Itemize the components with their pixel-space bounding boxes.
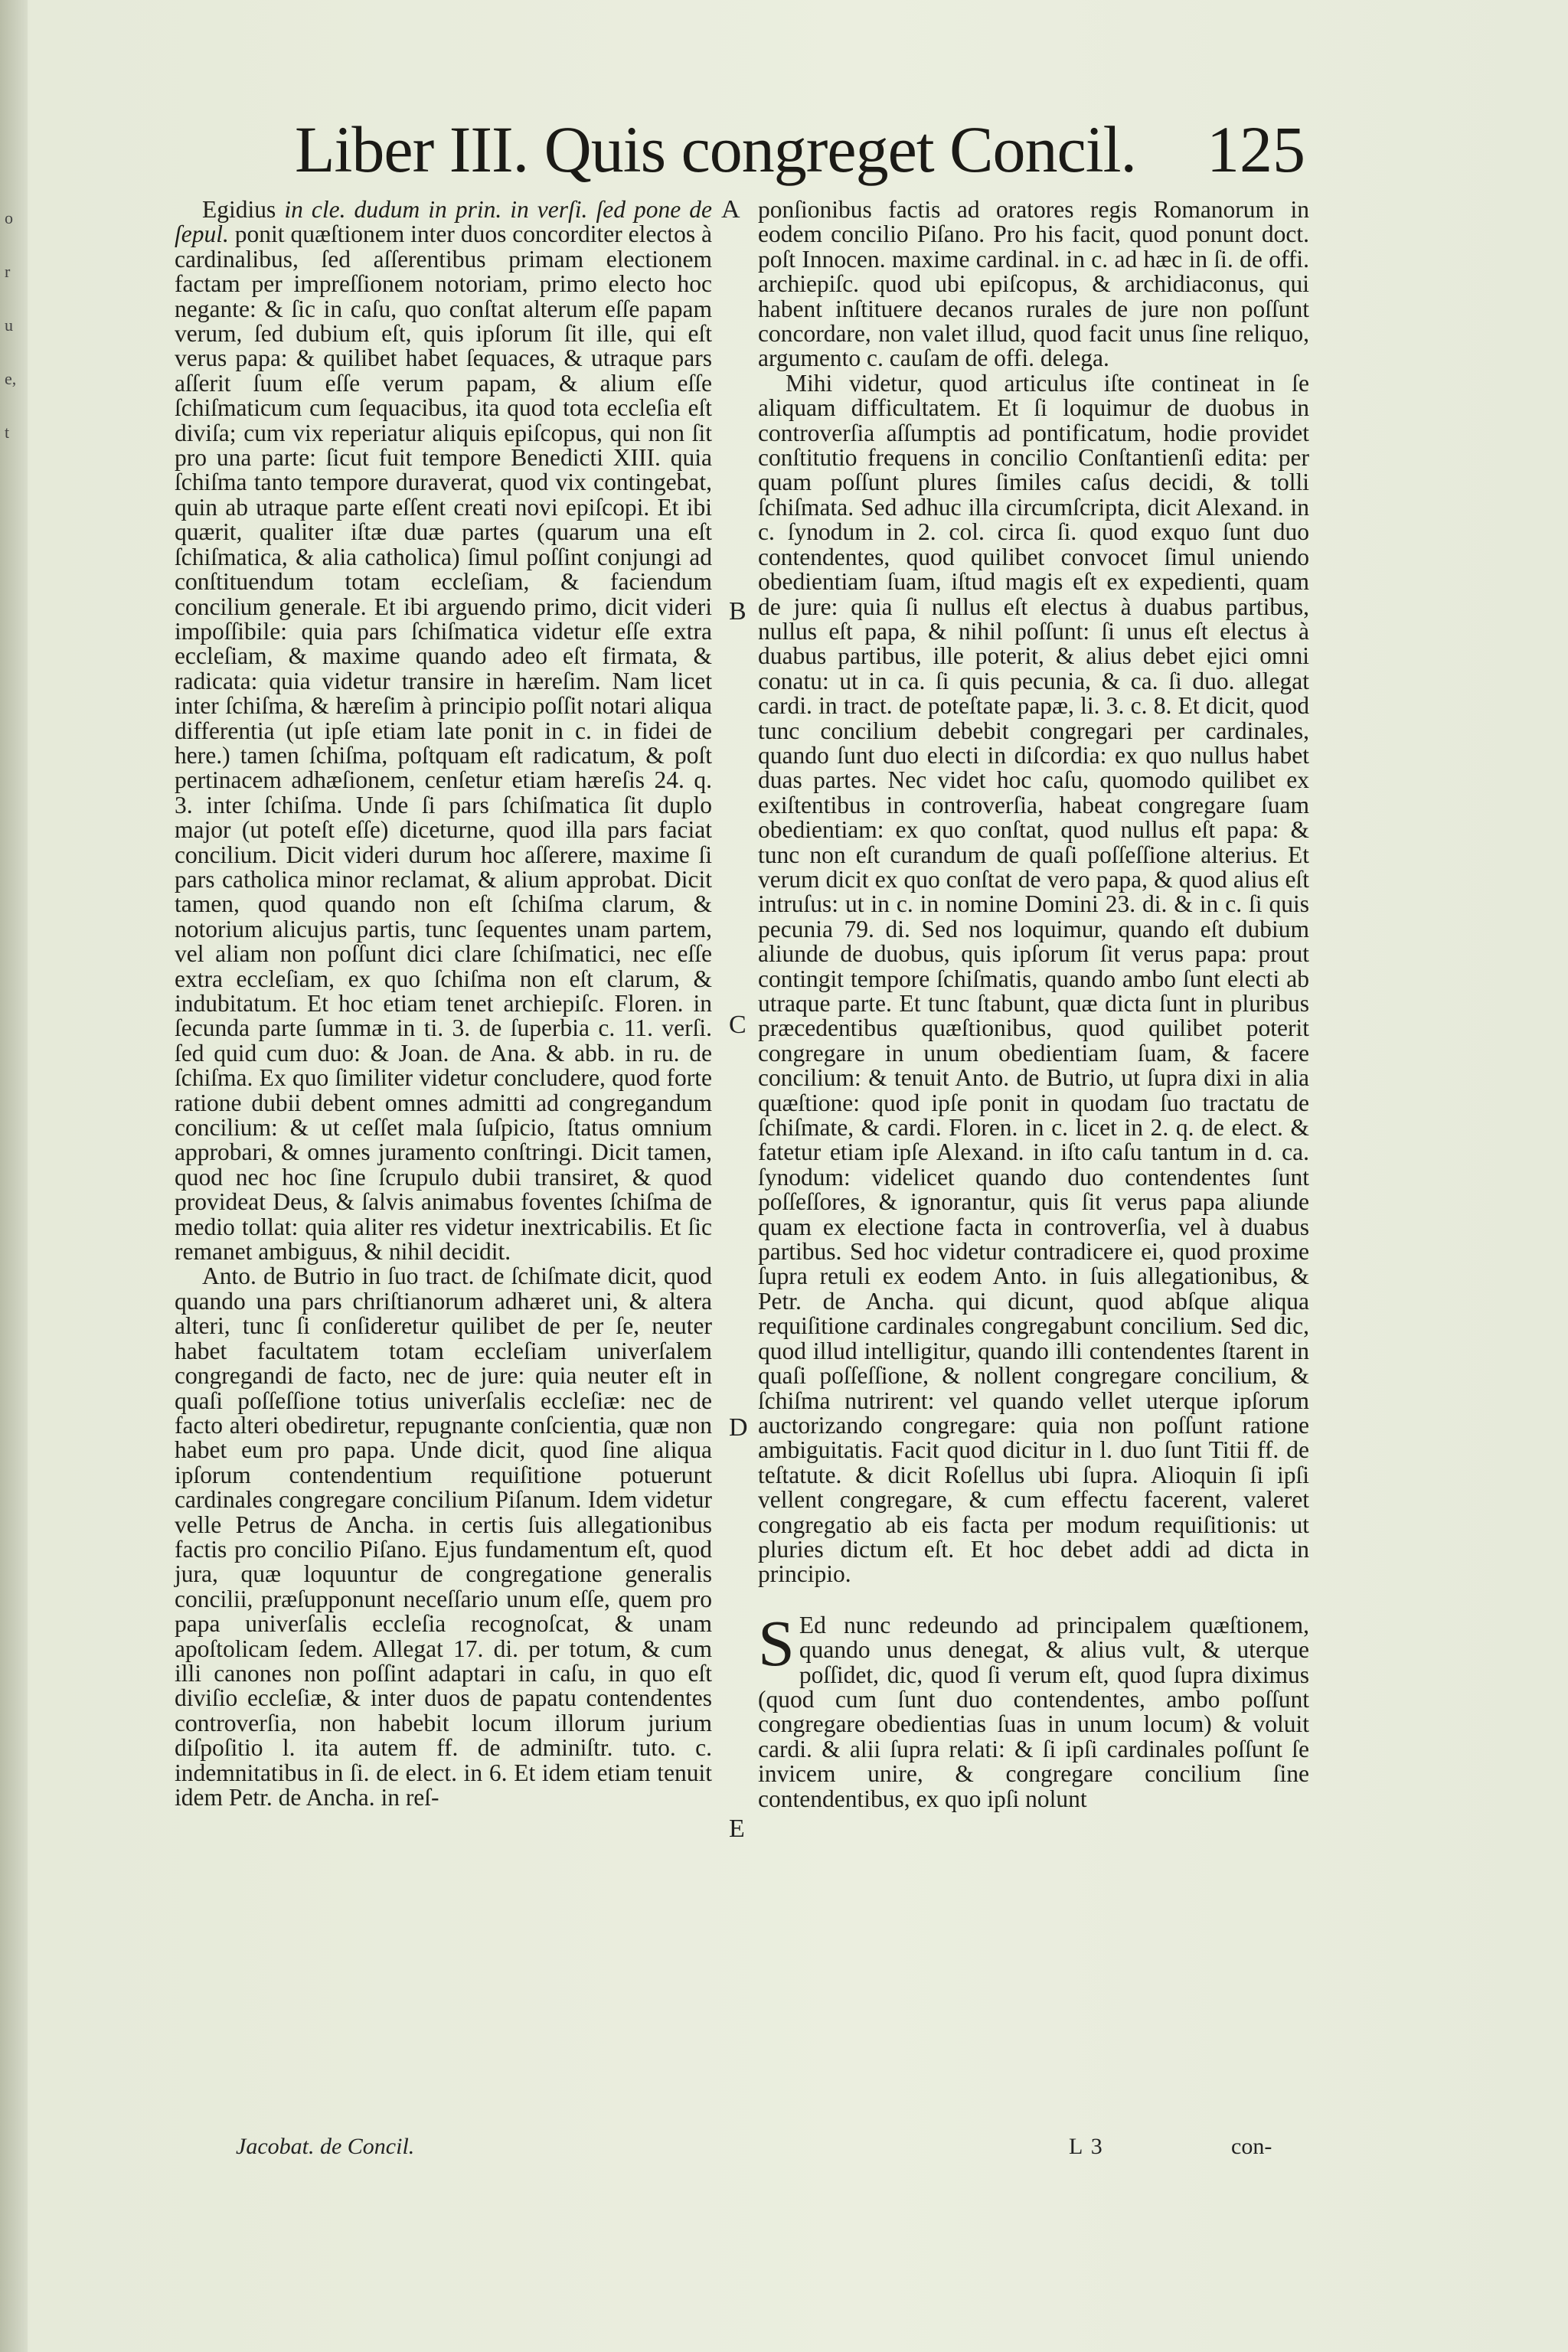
- running-head: [295, 107, 1305, 199]
- signature-mark: L 3: [1069, 2134, 1104, 2159]
- right-column: [758, 198, 1309, 1811]
- margin-fragment: r: [5, 262, 11, 281]
- section-marker-c: C: [729, 1011, 746, 1039]
- paragraph: ponſionibus factis ad oratores regis Romanorum in eodem concilio Piſano. Pro his facit, quod ponunt doct. poſt Innocen. maxime cardinal. in c. ad hæc in ſi. de offi. archiepiſc. quod ubi epiſcopus, & archidiaconus, qui habent inſtituere decanos rurales de jure non poſſunt concordare, non valet illud, quod facit unus ſine reliquo, argumento c. cauſam de offi. delega.: [758, 196, 1309, 372]
- section-marker-e: E: [729, 1815, 745, 1843]
- page-number: 125: [1207, 113, 1305, 186]
- left-column: [175, 198, 712, 1810]
- margin-fragment: o: [5, 208, 13, 227]
- paragraph: Egidius in cle. dudum in prin. in verſi. ſed pone de ſepul. ponit quæſtionem inter duos concorditer electos à cardinalibus, ſed aſſerentibus primam electionem factam per impreſſionem notoriam, primo electo hoc negante: & ſic in caſu, quo conſtat alterum eſſe papam verum, ſed dubium eſt, quis ipſorum ſit ille, qui eſt verus papa: & quilibet habet ſequaces, & utraque pars aſſerit ſuum eſſe verum papam, & alium eſſe ſchiſmaticum cum ſequacibus, ita quod tota eccleſia eſt diviſa; cum vix reperiatur aliquis epiſcopus, qui non ſit pro una parte: ſicut fuit tempore Benedicti XIII. quia ſchiſma tanto tempore duraverat, quod vix contingebat, quin ab utraque parte eſſent creati novi epiſcopi. Et ibi quærit, qualiter iſtæ duæ partes (quarum una eſt ſchiſmatica, & alia catholica) ſimul poſſint conjungi ad conſtituendum totam eccleſiam, & faciendum concilium generale. Et ibi arguendo primo, dicit videri impoſſibile: quia pars ſchiſmatica videtur eſſe extra eccleſiam, & maxime quando adeo eſt firmata, & radicata: quia videtur transire in hæreſim. Nam licet inter ſchiſma, & hæreſim à principio poſſit notari aliqua differentia (ut ipſe etiam late ponit in c. in fidei de here.) tamen ſchiſma, poſtquam eſt radicatum, & poſt pertinacem adhæſionem, cenſetur etiam hæreſis 24. q. 3. inter ſchiſma. Unde ſi pars ſchiſmatica ſit duplo major (ut poteſt eſſe) diceturne, quod illa pars faciat concilium. Dicit videri durum hoc aſſerere, maxime ſi pars catholica minor reclamat, & alium approbat. Dicit tamen, quod quando non eſt ſchiſma clarum, & notorium alicujus partis, tunc ſequentes unam partem, vel aliam non poſſunt dici clare ſchiſmatici, nec eſſe extra eccleſiam, ex quo ſchiſma non eſt clarum, & indubitatum. Et hoc etiam tenet archiepiſc. Floren. in ſecunda parte ſummæ in ti. 3. de ſuperbia c. 11. verſi. ſed quid cum duo: & Joan. de Ana. & abb. in ru. de ſchiſma. Ex quo ſimiliter videtur concludere, quod forte ratione dubii debent omnes admitti ad congregandum concilium: & ut ceſſet mala ſuſpicio, ſtatus omnium approbari, & omnes juramento conſtringi. Dicit tamen, quod nec hoc ſine ſcrupulo dubii transiret, & quod provideat Deus, & ſalvis animabus foventes ſchiſma de medio tollat: quia aliter res videtur inextricabilis. Et ſic remanet ambiguus, & nihil decidit.: [175, 196, 712, 1266]
- paragraph: Mihi videtur, quod articulus iſte contineat in ſe aliquam difficultatem. Et ſi loquimur de duobus in controverſia aſſumptis ad pontificatum, hodie providet conſtitutio frequens in concilio Conſtantienſi edita: per quam poſſunt plures ſimiles caſus decidi, & tolli ſchiſmata. Sed adhuc illa circumſcripta, dicit Alexand. in c. ſynodum in 2. col. circa ſi. quod exquo ſunt duo contendentes, quod quilibet convocet ſimul uniendo obedientiam ſuam, iſtud magis eſt ex expedienti, quam de jure: quia ſi nullus eſt electus à duabus partibus, nullus eſt papa, & nihil poſſunt: ſi unus eſt electus à duabus partibus, ille poterit, & alius debet ejici omni conatu: ut in ca. ſi quis pecunia, & ca. ſi duo. allegat cardi. in tract. de poteſtate papæ, li. 3. c. 8. Et dicit, quod tunc concilium debebit congregari per cardinales, quando ſunt duo electi in diſcordia: ex quo nullus habet duas partes. Nec videt hoc caſu, quomodo quilibet ex exiſtentibus in controverſia, habeat congregare ſuam obedientiam: ex quo conſtat, quod nullus eſt papa: & tunc non eſt curandum de quaſi poſſeſſione alterius. Et verum dicit ex quo conſtat de vero papa, & quod alius eſt intruſus: ut in c. in nomine Domini 23. di. & in c. ſi quis pecunia 79. di. Sed nos loquimur, quando eſt dubium aliunde de duobus, quis ipſorum ſit verus papa: prout contingit tempore ſchiſmatis, quando ambo ſunt electi ab utraque parte. Et tunc ſtabunt, quæ dicta ſunt in pluribus præcedentibus quæſtionibus, quod quilibet poterit congregare in unum obedientiam ſuam, & facere concilium: & tenuit Anto. de Butrio, ut ſupra dixi in alia quæſtione: quod ipſe ponit in quodam ſuo tractatu de ſchiſmate, & cardi. Floren. in c. licet in 2. q. de elect. & fatetur etiam ipſe Alexand. in iſto caſu tantum in d. ca. ſynodum: videlicet quando duo contendentes ſunt poſſeſſores, & ignorantur, quis ſit verus papa aliunde quam ex electione facta in controverſia, vel à duabus partibus. Sed hoc videtur contradicere ei, quod proxime ſupra retuli ex eodem Anto. in ſuis allegationibus, & Petr. de Ancha. qui dicunt, quod abſque aliqua requiſitione cardinales congregabunt concilium. Sed dic, quod illud intelligitur, quando illi contendentes ſtarent in quaſi poſſeſſione, & nollent congregare concilium, & ſchiſma nutrirent: vel quando vellet uterque ipſorum auctorizando congregare: quia non poſſunt ratione ambiguitatis. Facit quod dicitur in l. duo ſunt Titii ff. de teſtatute. & dicit Roſellus ubi ſupra. Alioquin ſi ipſi vellent congregare, & cum effectu facerent, valeret congregatio ab eis facta per modum requiſitionis: ut pluries dictum eſt. Et hoc debet addi ad dicta in principio.: [758, 369, 1309, 1588]
- margin-fragment: u: [5, 315, 13, 335]
- margin-fragment: t: [5, 423, 10, 442]
- paragraph: Anto. de Butrio in ſuo tract. de ſchiſmate dicit, quod quando una pars chriſtianorum adhæret uni, & altera alteri, tunc ſi conſideretur quilibet de per ſe, neuter habet facultatem totam eccleſiam univerſalem congregandi de facto, nec de jure: quia neuter eſt in quaſi poſſeſſione totius univerſalis eccleſiæ: nec de facto alteri obediretur, repugnante conſcientia, quæ non habet eum pro papa. Unde dicit, quod ſine aliqua ipſorum contendentium requiſitione potuerunt cardinales congregare concilium Piſanum. Idem videtur velle Petrus de Ancha. in certis ſuis allegationibus factis pro concilio Piſano. Ejus fundamentum eſt, quod jura, quæ loquuntur de congregatione generalis concilii, præſupponunt neceſſario unum eſſe, quem pro papa univerſalis eccleſia recognoſcat, & unam apoſtolicam ſedem. Allegat 17. di. per totum, & cum illi canones non poſſint adaptari in caſu, in quo eſt diviſio eccleſiæ, & inter duos de papatu contendentes controverſia, non habebit locum illorum jurium diſpoſitio l. ita autem ff. de adminiſtr. tuto. c. indemnitatibus in ſi. de elect. in 6. Et idem etiam tenuit idem Petr. de Ancha. in reſ-: [175, 1263, 712, 1811]
- footer-title: Jacobat. de Concil.: [236, 2134, 415, 2159]
- catchword: con-: [1231, 2134, 1272, 2159]
- section-marker-a: A: [721, 195, 740, 224]
- section-marker-b: B: [729, 597, 746, 626]
- left-margin-fragments: [5, 191, 20, 459]
- section-marker-d: D: [729, 1413, 748, 1442]
- page-title: Liber III. Quis congreget Concil.: [295, 113, 1136, 186]
- citation: in cle. dudum in prin. in verſi. ſed pone de ſepul.: [175, 196, 712, 248]
- drop-cap: S: [758, 1606, 795, 1680]
- margin-fragment: e,: [5, 369, 17, 388]
- paragraph: S Ed nunc redeundo ad principalem quæſtionem, quando unus denegat, & alius vult, & uterque poſſidet, dic, quod ſi verum eſt, quod ſupra diximus (quod cum ſunt duo contendentes, ambo poſſunt congregare obedientias ſuas in unum locum) & voluit cardi. & alii ſupra relati: & ſi ipſi cardinales poſſunt ſe invicem unire, & congregare concilium ſine contendentibus, ex quo ipſi nolunt: [758, 1606, 1309, 1812]
